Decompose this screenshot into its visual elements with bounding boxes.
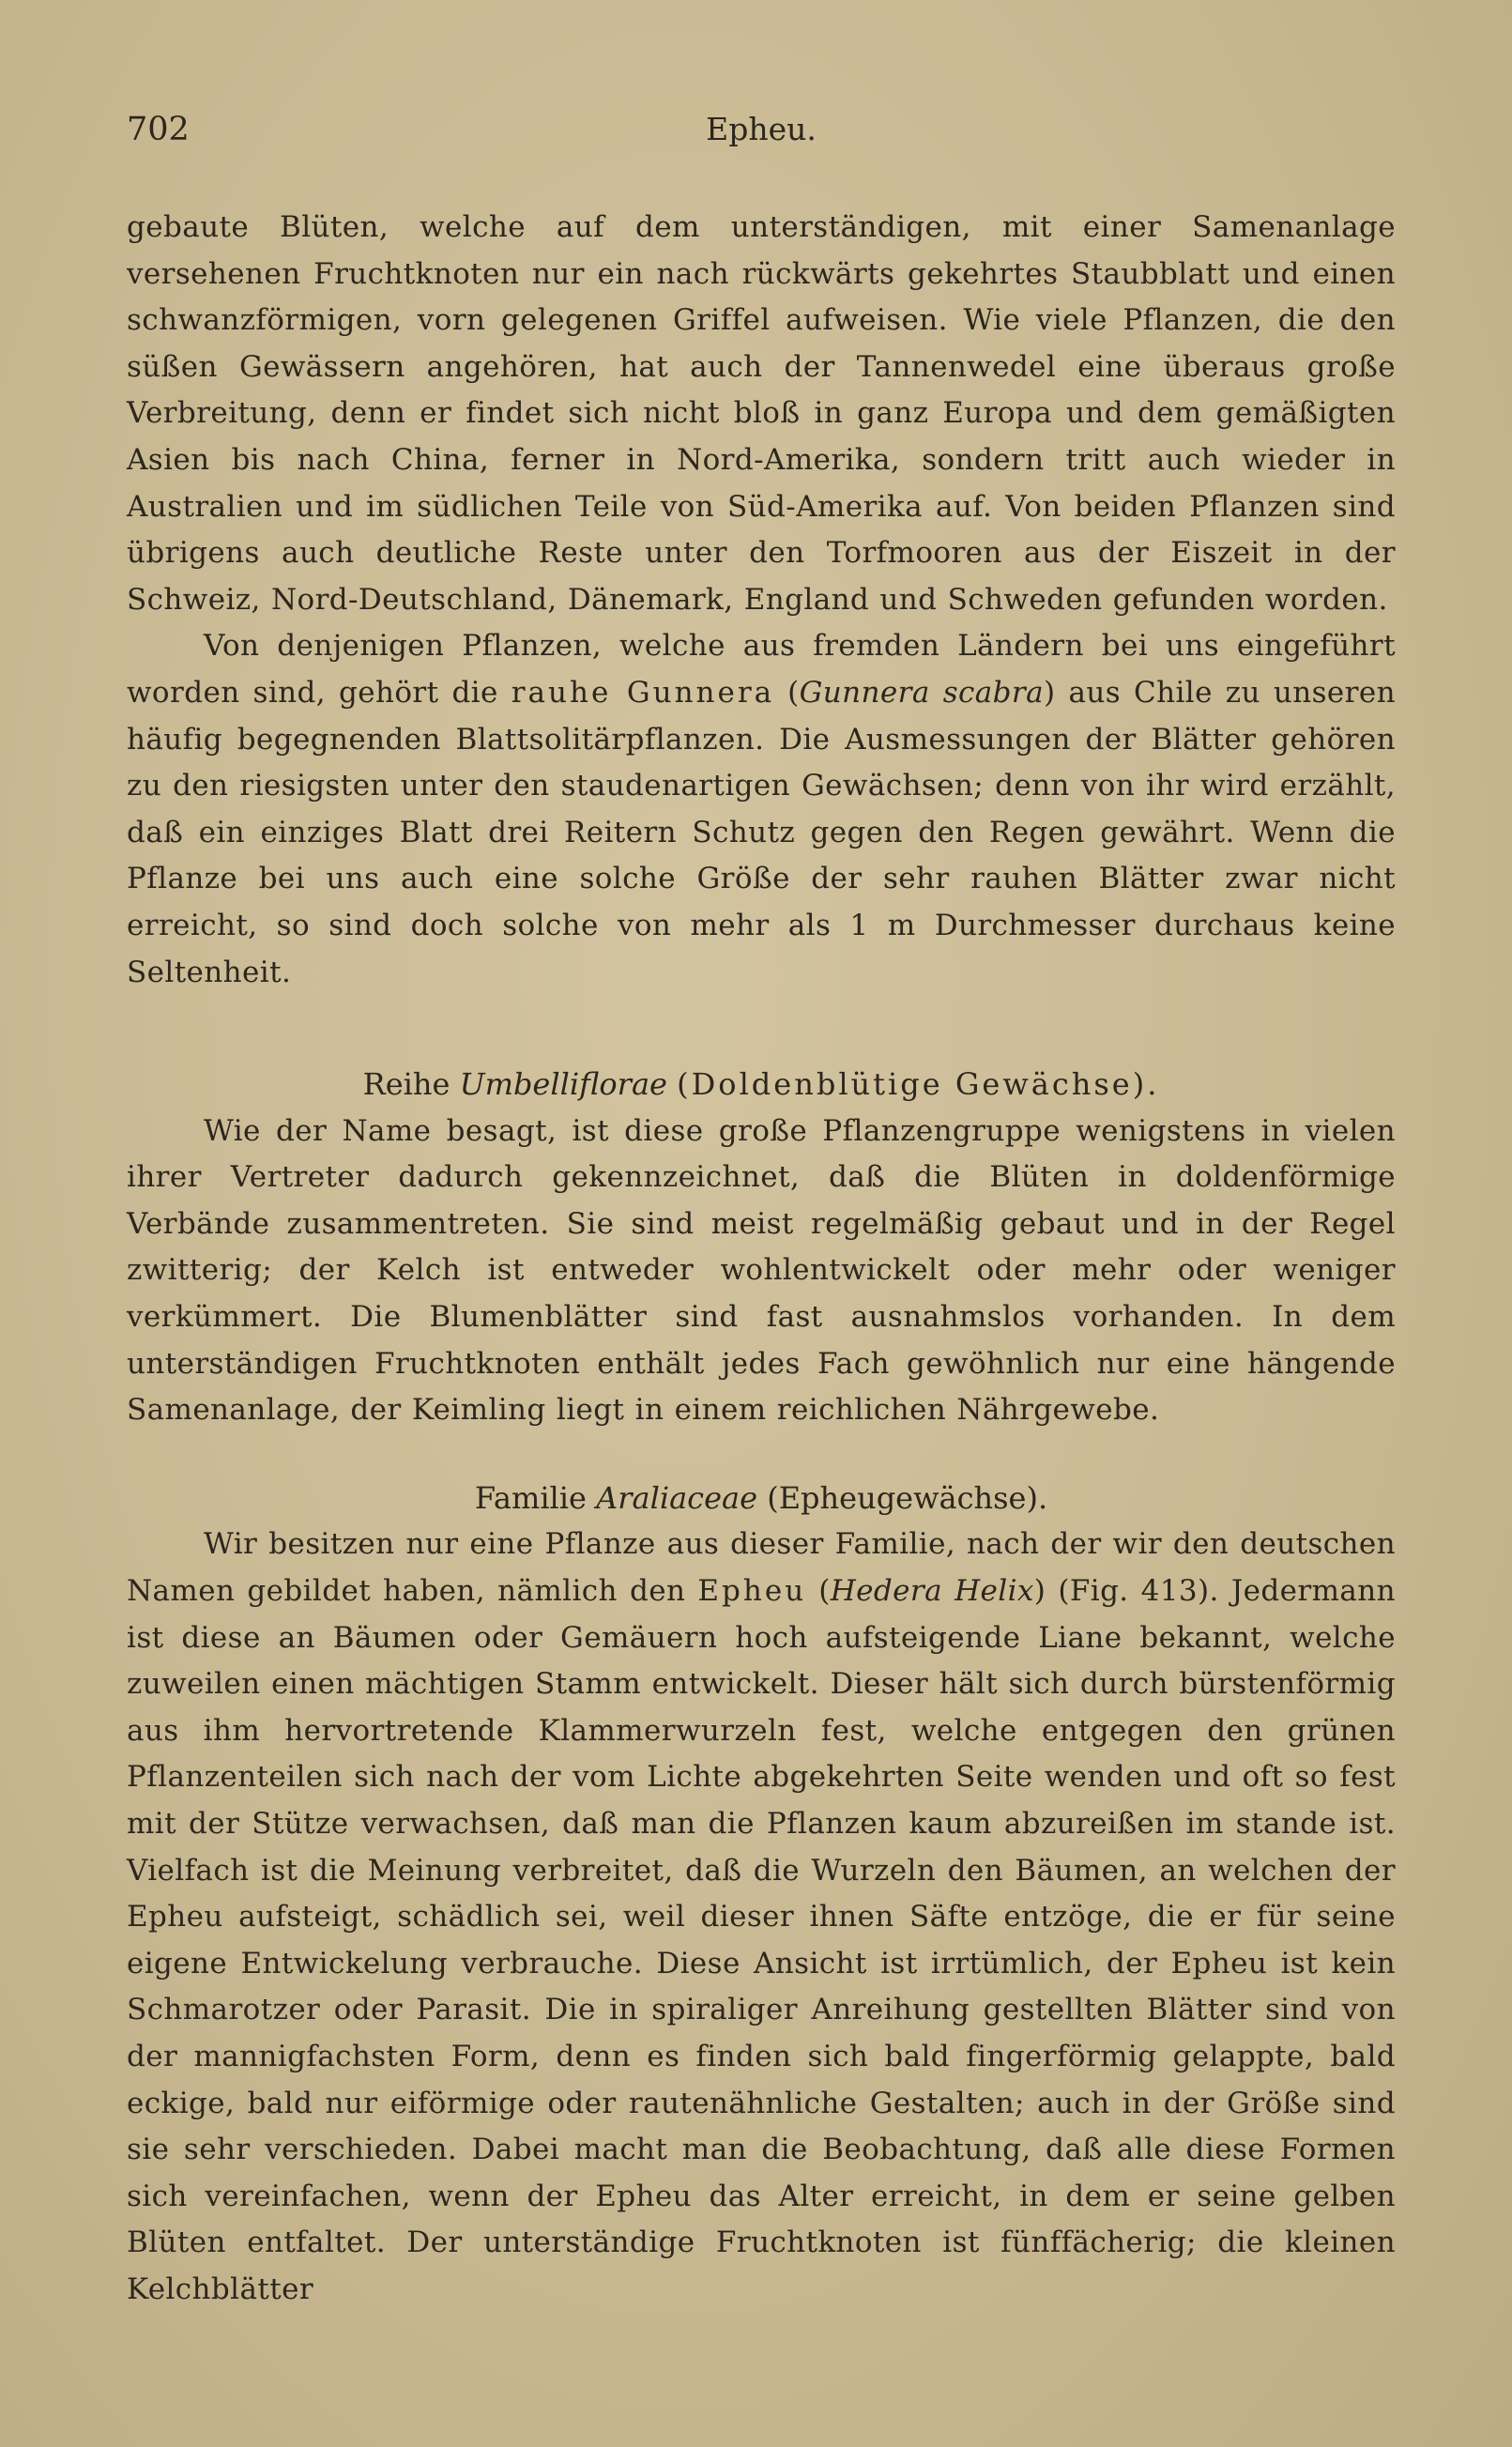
araliaceae-heading-latin: Araliaceae (596, 1479, 758, 1516)
gunnera-text-2: ) aus Chile zu unseren häufig begegnenden Blattsolitärpflanzen. Die Ausmessungen der Blätter gehören zu den riesigsten unter den staudenartigen Gewächsen; denn von ihr wird erzählt, daß ein einziges Blatt drei Reitern Schutz gegen den Regen gewährt. Wenn die Pflanze bei uns auch eine solche Größe der sehr rauhen Blätter zwar nicht erreicht, so sind doch solche von mehr als 1 m Durchmesser durchaus keine Seltenheit. (127, 675, 1396, 989)
paragraph-epheu (127, 1522, 1396, 2313)
paragraph-gunnera (127, 623, 1396, 996)
epheu-latin-name: Hedera Helix (830, 1574, 1034, 1609)
araliaceae-heading-suffix: (Epheugewächse). (767, 1479, 1048, 1516)
gunnera-latin-name: Gunnera scabra (799, 675, 1045, 710)
araliaceae-heading-prefix: Familie (474, 1479, 587, 1516)
running-title: Epheu. (706, 111, 817, 147)
epheu-common-name: Epheu (697, 1574, 807, 1609)
paragraph-tannenwedel: gebaute Blüten, welche auf dem unterständigen, mit einer Samenanlage versehenen Fruchtknoten nur ein nach rückwärts gekehrtes Staubblatt und einen schwanzförmigen, vorn gelegenen Griffel aufweisen. Wie viele Pflanzen, die den süßen Gewässern angehören, hat auch der Tannenwedel eine überaus große Verbreitung, denn er findet sich nicht bloß in ganz Europa und dem gemäßigten Asien bis nach China, ferner in Nord-Amerika, sondern tritt auch wieder in Australien und im südlichen Teile von Süd-Amerika auf. Von beiden Pflanzen sind übrigens auch deutliche Reste unter den Torfmooren aus der Eiszeit in der Schweiz, Nord-Deutschland, Dänemark, England und Schweden gefunden worden. (127, 210, 1396, 617)
epheu-text-1: Wir besitzen nur eine Pflanze aus dieser Familie, nach der wir den deutschen Namen gebildet haben, nämlich den (127, 1527, 1396, 1609)
epheu-paren-open: ( (818, 1574, 831, 1609)
paragraph-umbelliflorae: Wie der Name besagt, ist diese große Pflanzengruppe wenigstens in vielen ihrer Vertreter dadurch gekennzeichnet, daß die Blüten in doldenförmige Verbände zusammentreten. Sie sind meist regelmäßig gebaut und in der Regel zwitterig; der Kelch ist entweder wohlentwickelt oder mehr oder weniger verkümmert. Die Blumenblätter sind fast ausnahmslos vorhanden. In dem unterständigen Fruchtknoten enthält jedes Fach gewöhnlich nur eine hängende Samenanlage, der Keimling liegt in einem reichlichen Nährgewebe. (127, 1113, 1396, 1428)
epheu-text-2: ) (Fig. 413). Jedermann ist diese an Bäumen oder Gemäuern hoch aufsteigende Liane bekannt, welche zuweilen einen mächtigen Stamm entwickelt. Dieser hält sich durch bürstenförmig aus ihm hervortretende Klammerwurzeln fest, welche entgegen den grünen Pflanzenteilen sich nach der vom Lichte abgekehrten Seite wenden und oft so fest mit der Stütze verwachsen, daß man die Pflanzen kaum abzureißen im stande ist. Vielfach ist die Meinung verbreitet, daß die Wurzeln den Bäumen, an welchen der Epheu aufsteigt, schädlich sei, weil dieser ihnen Säfte entzöge, die er für seine eigene Entwickelung verbrauche. Diese Ansicht ist irrtümlich, der Epheu ist kein Schmarotzer oder Parasit. Die in spiraliger Anreihung gestellten Blätter sind von der mannigfachsten Form, denn es finden sich bald fingerförmig gelappte, bald eckige, bald nur eiförmige oder rautenähnliche Gestalten; auch in der Größe sind sie sehr verschieden. Dabei macht man die Beobachtung, daß alle diese Formen sich vereinfachen, wenn der Epheu das Alter erreicht, in dem er seine gelben Blüten entfaltet. Der unterständige Fruchtknoten ist fünffächerig; die kleinen Kelchblätter (127, 1574, 1397, 2306)
page-number: 702 (127, 111, 190, 148)
gunnera-common-name: rauhe Gunnera (511, 675, 775, 710)
heading-umbelliflorae (127, 1062, 1396, 1109)
heading-araliaceae (127, 1476, 1396, 1522)
umbelliflorae-heading-suffix: (Doldenblütige Gewächse). (677, 1066, 1160, 1103)
gunnera-text-1: Von denjenigen Pflanzen, welche aus fremden Ländern bei uns eingeführt worden sind, gehört die (127, 629, 1396, 710)
page-header (127, 111, 1396, 167)
gunnera-paren-open: ( (787, 675, 800, 710)
umbelliflorae-heading-prefix: Reihe (362, 1066, 451, 1103)
umbelliflorae-heading-latin: Umbelliflorae (459, 1066, 667, 1103)
page-body (127, 205, 1396, 2314)
